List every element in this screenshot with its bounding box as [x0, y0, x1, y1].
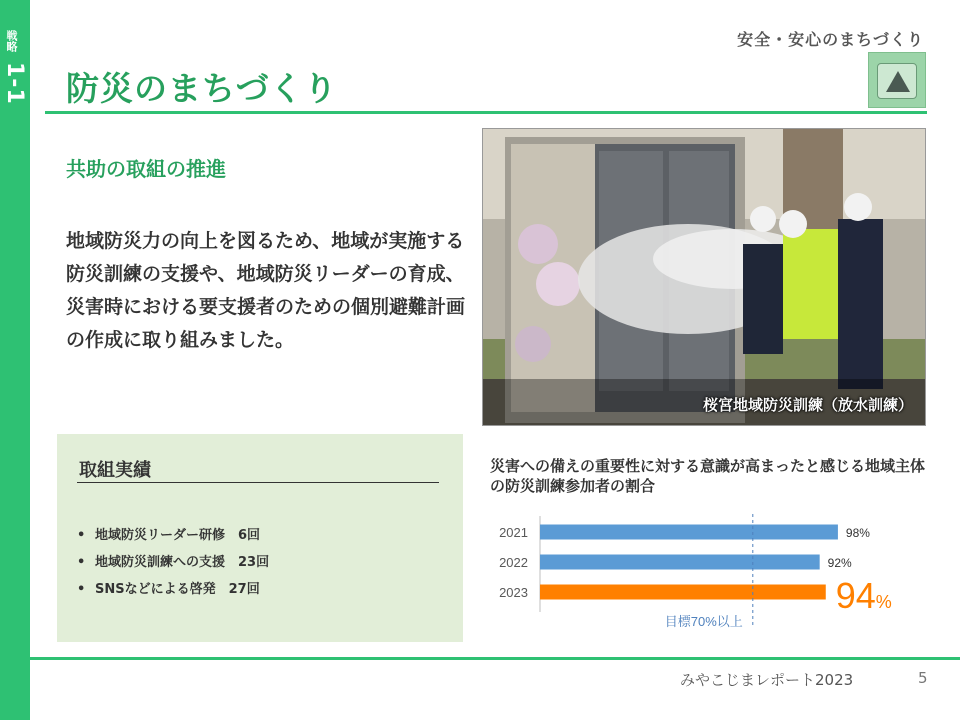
- bar-2023: [540, 585, 826, 600]
- bar-2021: [540, 525, 838, 540]
- list-item: [77, 522, 269, 549]
- footer-report-name: みやこじまレポート2023: [680, 671, 854, 689]
- results-list: [77, 522, 269, 603]
- results-divider: [77, 482, 439, 483]
- category-icon-box: [868, 52, 926, 108]
- drill-photo-illustration: [483, 129, 926, 426]
- target-label: 目標70%以上: [664, 614, 743, 629]
- strategy-label: 戦略: [5, 30, 18, 52]
- results-title: 取組実績: [79, 460, 151, 481]
- body-paragraph: 地域防災力の向上を図るため、地域が実施する防災訓練の支援や、地域防災リーダーの育成、災害時における要支援者のための個別避難計画の作成に取り組みました。: [66, 230, 466, 351]
- bullet: •: [77, 528, 86, 543]
- category-label: 2023: [499, 585, 528, 600]
- list-item: [77, 576, 269, 603]
- page-number: 5: [918, 669, 928, 687]
- side-strategy-bar: [0, 0, 30, 720]
- result-text: SNSなどによる啓発 27回: [95, 582, 260, 597]
- value-label: 92%: [827, 556, 852, 570]
- photo-caption: 桜宮地域防災訓練（放水訓練）: [702, 396, 913, 414]
- page-title: 防災のまちづくり: [66, 69, 338, 108]
- category-label: 安全・安心のまちづくり: [737, 30, 924, 49]
- footer-divider: [30, 657, 960, 660]
- title-divider: [45, 111, 927, 114]
- triangle-icon: [877, 63, 917, 99]
- result-text: 地域防災訓練への支援 23回: [95, 555, 270, 570]
- section-subheading: 共助の取組の推進: [66, 157, 226, 181]
- list-item: [77, 549, 269, 576]
- category-label: 2022: [499, 555, 528, 570]
- result-text: 地域防災リーダー研修 6回: [95, 528, 261, 543]
- strategy-number: 1-1: [2, 62, 27, 105]
- category-label: 2021: [499, 525, 528, 540]
- highlight-unit: %: [875, 592, 892, 612]
- results-panel: [57, 434, 463, 642]
- chart-title: 災害への備えの重要性に対する意識が高まったと感じる地域主体の防災訓練参加者の割合: [490, 457, 926, 495]
- bullet: •: [77, 582, 86, 597]
- bar-chart: [482, 512, 932, 632]
- chart-area: [482, 512, 932, 632]
- highlight-value-label: 94%: [835, 575, 892, 616]
- bullet: •: [77, 555, 86, 570]
- drill-photo: [482, 128, 926, 426]
- bar-2022: [540, 555, 820, 570]
- value-label: 98%: [845, 526, 870, 540]
